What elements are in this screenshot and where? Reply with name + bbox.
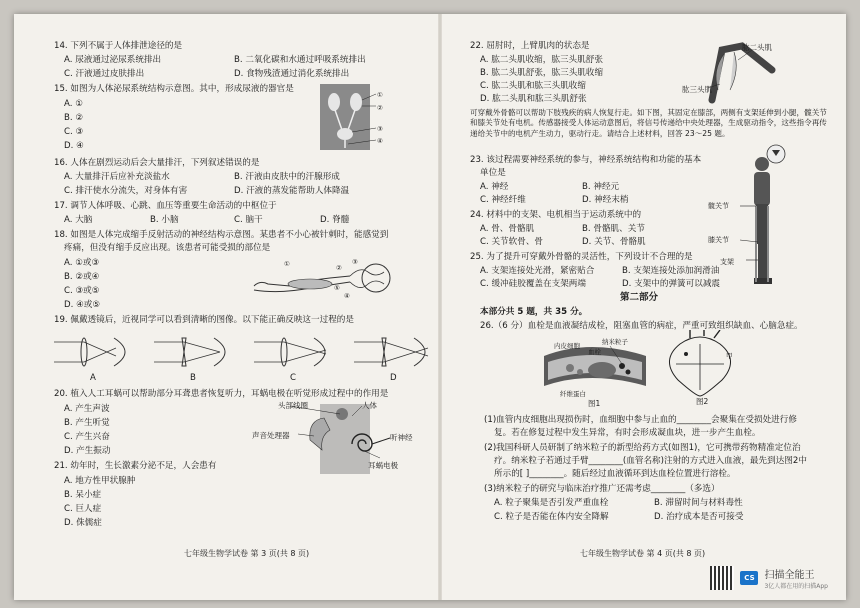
q19-option-c: C [290, 373, 297, 383]
q18-option-c: C. ③或⑤ [64, 286, 100, 296]
triceps-label: 肱三头肌 [682, 85, 712, 94]
part-two-note: 本部分共 5 题，共 35 分。 [480, 307, 588, 317]
q23-option-a: A. 神经 [480, 182, 509, 192]
q15-option-d: D. ④ [64, 141, 84, 151]
q22-option-a: A. 肱二头肌收缩，肱三头肌舒张 [480, 55, 603, 65]
q26-sub1: (1)血管内皮细胞出现损伤时，血细胞中参与止血的________会聚集在受损处进行修 [484, 415, 797, 425]
q21-option-b: B. 呆小症 [64, 490, 102, 500]
q20-option-d: D. 产生振动 [64, 446, 111, 456]
q23-stem: 23. 该过程需要神经系统的参与，神经系统结构和功能的基本 [470, 155, 702, 165]
q26-sub3: (3)纳米粒子的研究与临床治疗推广还需考虑________（多选） [484, 484, 720, 494]
q24-option-b: B. 骨骼肌、关节 [582, 224, 645, 234]
q26-option-d: D. 治疗成本是否可接受 [654, 512, 744, 522]
biceps-label: 肱二头肌 [742, 43, 772, 52]
auditory-nerve-label: 听神经 [390, 433, 413, 442]
q23-option-c: C. 神经纤维 [480, 195, 526, 205]
knee-joint-label: 膝关节 [708, 236, 729, 244]
q18-option-a: A. ①或③ [64, 258, 100, 268]
page-3-footer: 七年级生物学试卷 第 3 页(共 8 页) [184, 549, 310, 558]
part-two-heading: 第二部分 [620, 292, 659, 303]
q25-stem: 25. 为了提升可穿戴外骨骼的灵活性，下列设计不合理的是 [470, 252, 693, 262]
urinary-system-figure [320, 84, 390, 150]
q25-option-d: D. 支架中的弹簧可以减震 [622, 279, 721, 289]
arm-muscle-figure [682, 40, 782, 106]
q23-option-d: D. 神经末梢 [582, 195, 629, 205]
q21-stem: 21. 幼年时，生长激素分泌不足，人会患有 [54, 461, 217, 471]
q26-sub2-line2: 疗。纳米粒子若通过手臂________(血管名称)注射的方式进入血液，最先到达图2中 [494, 456, 807, 466]
reflex-label-4: ④ [344, 292, 350, 300]
q19-option-b: B [190, 373, 196, 383]
q19-option-a: A [90, 373, 96, 383]
q22-option-c: C. 肱二头肌和肱三头肌收缩 [480, 81, 586, 91]
q21-option-d: D. 侏儒症 [64, 518, 102, 528]
qr-code-icon [710, 566, 734, 590]
lens-diagram-c [254, 338, 326, 366]
clot-label: 血栓 [588, 348, 601, 356]
q17-option-b: B. 小脑 [150, 215, 179, 225]
q25-option-b: B. 支架连接处添加润滑油 [622, 266, 720, 276]
q16-option-a: A. 大量排汗后应补充淡盐水 [64, 172, 170, 182]
q24-option-a: A. 骨、骨骼肌 [480, 224, 535, 234]
q26-sub2-line3: 所示的[ ]________。随后经过血液循环到达血栓位置进行溶栓。 [494, 469, 736, 479]
q20-option-b: B. 产生听觉 [64, 418, 110, 428]
q24-option-c: C. 关节软骨、骨 [480, 237, 544, 247]
fibrin-label: 纤维蛋白 [560, 390, 586, 398]
q20-stem: 20. 植入人工耳蜗可以帮助部分耳聋患者恢复听力，耳蜗电极在听觉形成过程中的作用是 [54, 389, 389, 399]
reflex-label-2: ② [336, 264, 342, 272]
reflex-label-5: ⑤ [334, 284, 340, 292]
q18-stem-line2: 疼痛，但没有缩手反应出现。该患者可能受损的部位是 [64, 243, 271, 253]
figure-1-nanoparticle [540, 334, 650, 410]
q21-option-c: C. 巨人症 [64, 504, 102, 514]
q23-option-b: B. 神经元 [582, 182, 620, 192]
q20-option-c: C. 产生兴奋 [64, 432, 110, 442]
page-4-footer: 七年级生物学试卷 第 4 页(共 8 页) [580, 549, 706, 558]
figure-1-caption: 图1 [588, 399, 601, 408]
ureter-label: ② [377, 104, 383, 112]
q16-option-b: B. 汗液由皮肤中的汗腺形成 [234, 172, 340, 182]
camscanner-tagline: 3亿人都在用的扫描App [764, 583, 828, 590]
q14-option-c: C. 汗液通过皮肤排出 [64, 69, 145, 79]
sound-processor-label: 声音处理器 [252, 431, 290, 440]
q17-option-a: A. 大脑 [64, 215, 93, 225]
lens-diagram-d [354, 338, 428, 366]
nanoparticle-label: 纳米粒子 [602, 338, 628, 346]
q26-option-b: B. 滞留时间与材料毒性 [654, 498, 743, 508]
q26-sub1-line2: 复。若在修复过程中发生异常，有时会形成凝血块，进一步产生血栓。 [494, 428, 761, 438]
head-coil-label: 头部线圈 [278, 401, 308, 410]
q21-option-a: A. 地方性甲状腺肿 [64, 476, 136, 486]
camscanner-logo-icon: CS [740, 571, 758, 585]
q14-option-b: B. 二氧化碳和水通过呼吸系统排出 [234, 55, 366, 65]
q26-option-c: C. 粒子是否能在体内安全降解 [494, 512, 609, 522]
lens-diagram-a [54, 338, 125, 366]
q15-option-a: A. ① [64, 99, 83, 109]
page-3 [54, 14, 434, 600]
q14-stem: 14. 下列不属于人体排泄途径的是 [54, 41, 183, 51]
scanner-watermark [710, 566, 828, 590]
scanned-sheet [14, 14, 846, 600]
q20-option-a: A. 产生声波 [64, 404, 110, 414]
q25-option-a: A. 支架连接处光滑，紧密贴合 [480, 266, 595, 276]
q15-option-c: C. ③ [64, 127, 84, 137]
q19-stem: 19. 佩戴透镜后，近视同学可以看到清晰的图像。以下能正确反映这一过程的是 [54, 315, 354, 325]
q26-sub2: (2)我国科研人员研制了纳米粒子的新型给药方式(如图1)，它可携带药物精准定位治 [484, 443, 801, 453]
brace-label: 支架 [720, 258, 734, 266]
lens-diagram-b [154, 338, 225, 366]
exoskeleton-figure [708, 142, 800, 290]
q22-option-b: B. 肱二头肌舒张，肱三头肌收缩 [480, 68, 604, 78]
q18-stem: 18. 如图是人体完成缩手反射活动的神经结构示意图。某患者不小心被针刺时，能感觉到 [54, 230, 389, 240]
figure-2-heart [660, 330, 746, 410]
reflex-label-3: ③ [352, 258, 358, 266]
q17-option-d: D. 脊髓 [320, 215, 350, 225]
reflex-arc-figure [250, 256, 400, 302]
q23-stem-line2: 单位是 [480, 168, 506, 178]
heart-mark-label: 甲 [726, 352, 733, 360]
q17-stem: 17. 调节人体呼吸、心跳、血压等重要生命活动的中枢位于 [54, 201, 277, 211]
q18-option-d: D. ④或⑤ [64, 300, 101, 310]
q19-option-d: D [390, 373, 397, 383]
q14-option-a: A. 尿液通过泌尿系统排出 [64, 55, 162, 65]
lens-figures [54, 332, 434, 384]
q18-option-b: B. ②或④ [64, 272, 100, 282]
q16-stem: 16. 人体在剧烈运动后会大量排汗，下列叙述错误的是 [54, 158, 260, 168]
exoskeleton-intro: 可穿戴外骨骼可以帮助下肢残疾的病人恢复行走。如下图，其固定在膝部，两侧有支架延伸到小腿，髋关节和膝关节处有电机。传感器接受人体运动意图后，将信号传递给中央处理器，生成驱动指令，这些指令再传递给关节中的电机产生动力，驱动行走。请结合上述材料，回答 23～25 题。 [470, 108, 827, 138]
q26-stem: 26.（6 分）血栓是血液凝结成栓，阻塞血管的病症，严重可致组织缺血、心脑急症。 [480, 321, 803, 331]
kidney-label: ① [377, 91, 383, 99]
page-fold [438, 14, 442, 600]
bladder-label: ③ [377, 125, 383, 133]
camscanner-name: 扫描全能王 [764, 570, 815, 581]
q17-option-c: C. 脑干 [234, 215, 263, 225]
q26-option-a: A. 粒子聚集是否引发严重血栓 [494, 498, 609, 508]
q16-option-d: D. 汗液的蒸发能帮助人体降温 [234, 186, 350, 196]
q24-stem: 24. 材料中的支架、电机相当于运动系统中的 [470, 210, 642, 220]
q16-option-c: C. 排汗使水分流失，对身体有害 [64, 186, 188, 196]
body-label: 人体 [362, 401, 377, 410]
figure-2-caption: 图2 [696, 397, 709, 406]
cochlear-implant-figure [250, 400, 420, 480]
q14-option-d: D. 食物残渣通过消化系统排出 [234, 69, 350, 79]
urethra-label: ④ [377, 137, 383, 145]
q15-stem: 15. 如图为人体泌尿系统结构示意图。其中，形成尿液的器官是 [54, 84, 294, 94]
q22-stem: 22. 屈肘时，上臂肌肉的状态是 [470, 41, 590, 51]
endothelial-cell-label: 内皮细胞 [554, 342, 580, 350]
page-4 [470, 14, 830, 600]
q25-option-c: C. 缓冲硅胶覆盖在支架两端 [480, 279, 586, 289]
q15-option-b: B. ② [64, 113, 84, 123]
cochlea-electrode-label: 耳蜗电极 [368, 461, 398, 470]
q24-option-d: D. 关节、骨骼肌 [582, 237, 646, 247]
hip-joint-label: 髋关节 [708, 202, 729, 210]
reflex-label-1: ① [284, 260, 290, 268]
q22-option-d: D. 肱二头肌和肱三头肌舒张 [480, 94, 587, 104]
